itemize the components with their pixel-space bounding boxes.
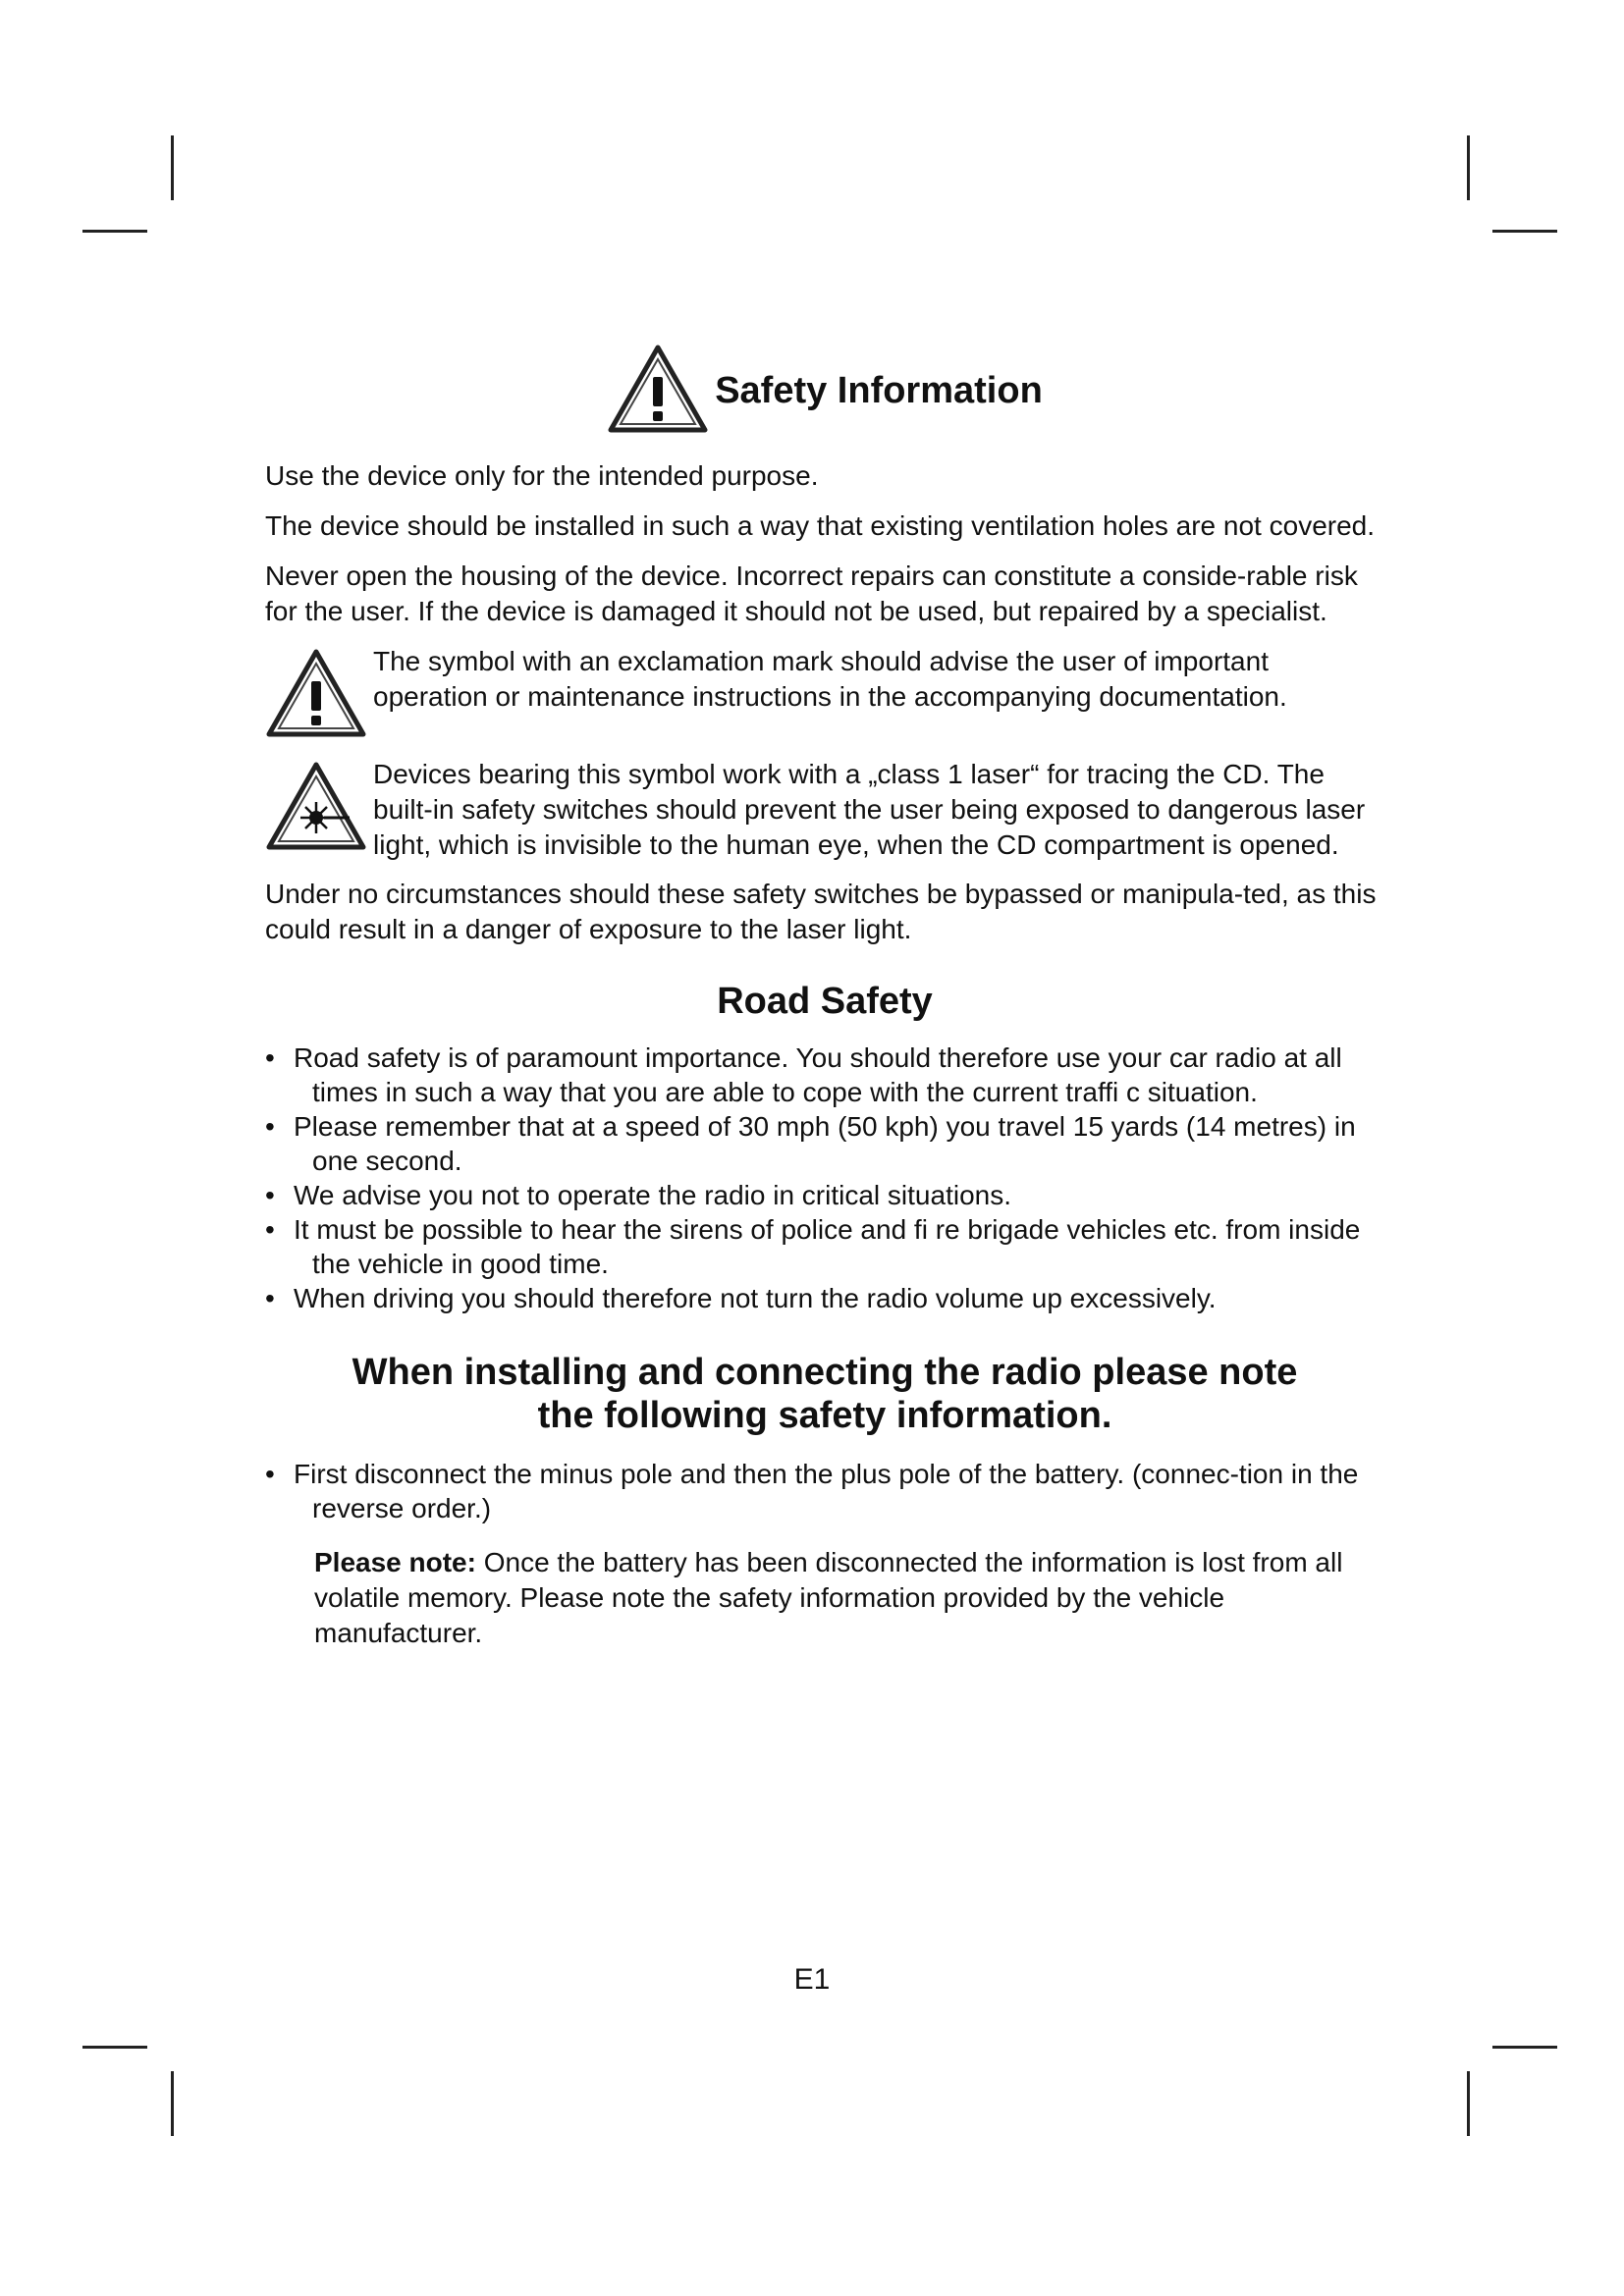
- crop-mark-top-right-horizontal: [1492, 230, 1557, 233]
- road-safety-list: [265, 1041, 1384, 1315]
- list-item: • It must be possible to hear the sirens of police and fi re brigade vehicles etc. from inside the vehicle in good time.: [265, 1212, 1384, 1281]
- intro-paragraph-3: Never open the housing of the device. Incorrect repairs can constitute a conside-rable risk for the user. If the device is damaged it should not be used, but repaired by a specialist.: [265, 561, 1358, 626]
- laser-symbol-paragraph: [265, 757, 1384, 863]
- installing-heading: [265, 1351, 1384, 1437]
- laser-note-paragraph: Under no circumstances should these safety switches be bypassed or manipula-ted, as this could result in a danger of exposure to the laser light.: [265, 879, 1377, 944]
- intro-paragraph-1: Use the device only for the intended purpose.: [265, 460, 819, 491]
- intro-paragraph-2: The device should be installed in such a way that existing ventilation holes are not covered.: [265, 510, 1376, 541]
- exclamation-symbol-paragraph: [265, 644, 1384, 743]
- list-item: • We advise you not to operate the radio in critical situations.: [265, 1178, 1384, 1212]
- battery-note: [314, 1545, 1384, 1651]
- laser-symbol-text: Devices bearing this symbol work with a „class 1 laser“ for tracing the CD. The built-in safety switches should prevent the user being exposed to dangerous laser light, which is invisible to the human eye, when the CD compartment is opened.: [373, 759, 1366, 860]
- crop-mark-bottom-right-vertical: [1467, 2071, 1470, 2136]
- title-row: [265, 344, 1384, 439]
- note-label: Please note:: [314, 1547, 476, 1577]
- note-text: Once the battery has been disconnected the information is lost from all volatile memory. Please note the safety information provided by the vehicle manufacturer.: [314, 1547, 1343, 1648]
- page-title: Safety Information: [715, 370, 1043, 411]
- laser-warning-icon: [265, 757, 373, 856]
- exclamation-symbol-text: The symbol with an exclamation mark should advise the user of important operation or maintenance instructions in the accompanying documentation.: [373, 646, 1287, 712]
- page-number: E1: [793, 1963, 831, 1996]
- installing-heading-line-1: When installing and connecting the radio please note: [352, 1352, 1298, 1393]
- crop-mark-bottom-left-horizontal: [82, 2046, 147, 2049]
- warning-exclamation-icon: [265, 644, 373, 743]
- page-content: [265, 344, 1384, 1651]
- installing-heading-line-2: the following safety information.: [537, 1395, 1112, 1436]
- crop-mark-top-left-vertical: [171, 135, 174, 200]
- crop-mark-top-left-horizontal: [82, 230, 147, 233]
- road-safety-heading: Road Safety: [717, 981, 933, 1022]
- list-item: • Road safety is of paramount importance. You should therefore use your car radio at all times in such a way that you are able to cope with the current traffi c situation.: [265, 1041, 1384, 1109]
- list-item: • First disconnect the minus pole and then the plus pole of the battery. (connec-tion in the reverse order.): [265, 1457, 1384, 1525]
- installing-list: [265, 1457, 1384, 1525]
- list-item: • Please remember that at a speed of 30 mph (50 kph) you travel 15 yards (14 metres) in one second.: [265, 1109, 1384, 1178]
- warning-title-icon: [607, 344, 709, 439]
- crop-mark-top-right-vertical: [1467, 135, 1470, 200]
- list-item: • When driving you should therefore not turn the radio volume up excessively.: [265, 1281, 1384, 1315]
- crop-mark-bottom-left-vertical: [171, 2071, 174, 2136]
- crop-mark-bottom-right-horizontal: [1492, 2046, 1557, 2049]
